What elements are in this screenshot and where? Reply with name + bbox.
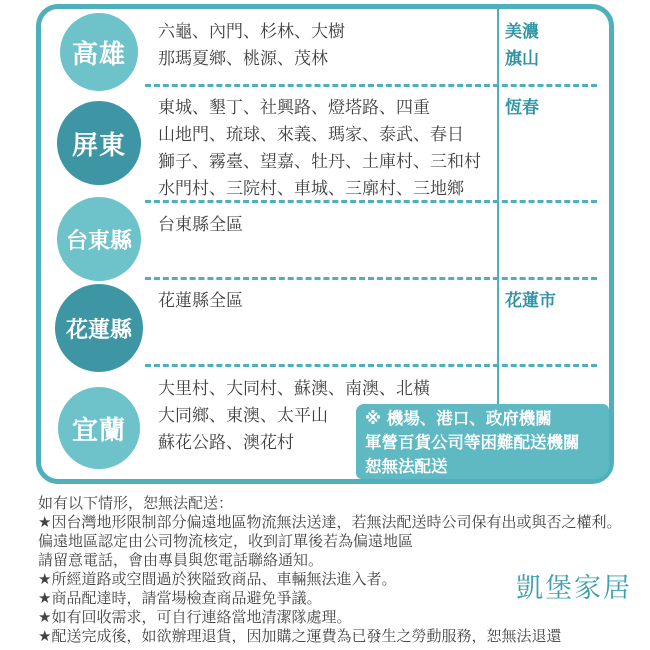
excluded-area: 旗山 <box>505 49 539 69</box>
area-line: 六龜、內門、杉林、大樹 <box>158 22 345 42</box>
note-line: ★因台灣地形限制部分偏遠地區物流無法送達，若無法配送時公司保有出或與否之權利。 <box>38 513 622 531</box>
region-label: 高雄 <box>71 39 126 70</box>
region-label: 屏東 <box>71 130 126 161</box>
notice-line: ※ 機場、港口、政府機關 <box>365 409 552 428</box>
region-badge-taitung <box>57 197 141 281</box>
excluded-list <box>505 95 605 122</box>
dashed-separator <box>145 84 597 87</box>
dashed-separator <box>145 277 597 280</box>
area-list <box>158 19 493 73</box>
note-line: 如有以下情形，恕無法配送： <box>38 494 234 512</box>
area-line: 那瑪夏鄉、桃源、茂林 <box>158 49 328 69</box>
brand-logo: 凱堡家居 <box>516 573 632 604</box>
region-label: 花蓮縣 <box>65 317 132 343</box>
region-badge-kaohsiung <box>60 13 138 91</box>
area-line: 水門村、三院村、車城、三廓村、三地鄉 <box>158 179 464 199</box>
area-list <box>158 212 493 239</box>
notice-line: 恕無法配送 <box>365 457 448 476</box>
delivery-region-table <box>36 4 614 484</box>
region-badge-pingtung <box>57 101 141 185</box>
region-label: 台東縣 <box>65 228 132 254</box>
area-line: 山地門、琉球、來義、瑪家、泰武、春日 <box>158 125 464 145</box>
area-line: 東城、墾丁、社興路、燈塔路、四重 <box>158 98 430 118</box>
area-line: 台東縣全區 <box>158 215 243 235</box>
note-line: ★商品配達時，請當場檢查商品避免爭議。 <box>38 589 322 607</box>
dashed-separator <box>145 364 597 367</box>
area-list <box>158 95 493 203</box>
area-line: 蘇花公路、澳花村 <box>158 433 294 453</box>
notice-line: 軍營百貨公司等困難配送機關 <box>365 433 580 452</box>
note-line: ★配送完成後，如欲辦理退貨，因加購之運費為已發生之勞動服務，恕無法退還 <box>38 627 562 645</box>
notice-box <box>356 404 609 479</box>
region-badge-yilan <box>58 387 140 469</box>
region-badge-hualien <box>55 284 143 372</box>
excluded-area: 恆春 <box>505 98 539 118</box>
note-line: 請留意電話，會由專員與您電話聯絡通知。 <box>38 551 324 569</box>
area-line: 大同鄉、東澳、太平山 <box>158 406 328 426</box>
note-line: 偏遠地區認定由公司物流核定，收到訂單後若為偏遠地區 <box>38 532 414 550</box>
area-line: 獅子、霧臺、望嘉、牡丹、土庫村、三和村 <box>158 152 481 172</box>
excluded-area: 花蓮市 <box>505 291 556 311</box>
area-line: 花蓮縣全區 <box>158 291 243 311</box>
area-list <box>158 288 493 315</box>
column-divider <box>497 9 499 404</box>
area-line: 大里村、大同村、蘇澳、南澳、北橫 <box>158 379 430 399</box>
region-label: 宜蘭 <box>71 415 126 446</box>
excluded-list <box>505 19 605 73</box>
excluded-list <box>505 288 605 315</box>
excluded-area: 美濃 <box>505 22 539 42</box>
note-line: ★如有回收需求，可自行連絡當地清潔隊處理。 <box>38 608 352 626</box>
note-line: ★所經道路或空間過於狹隘致商品、車輛無法進入者。 <box>38 570 397 588</box>
